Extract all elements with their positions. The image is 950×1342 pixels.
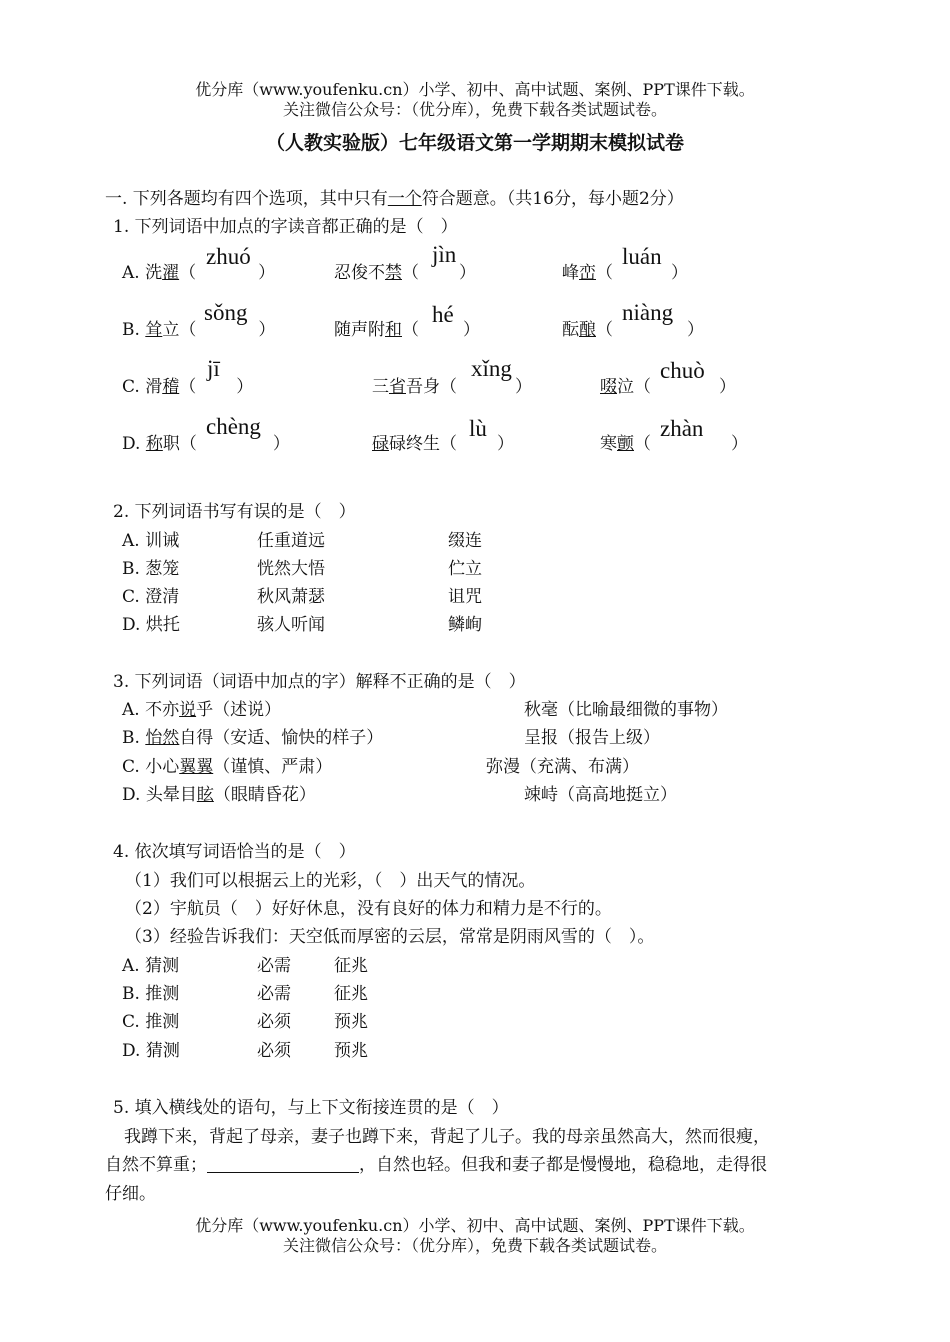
q1-option-b-item-3: 酝酿（ ） bbox=[562, 320, 704, 340]
q2-word: 诅咒 bbox=[448, 587, 482, 607]
q3-stem: 3. 下列词语（词语中加点的字）解释不正确的是（ ） bbox=[113, 672, 526, 692]
q2-word: 缀连 bbox=[448, 531, 482, 551]
q2-option-d: D. 烘托 bbox=[122, 615, 180, 635]
pinyin: jī bbox=[207, 356, 220, 381]
q1-option-d-item-3: 寒颤（ ） bbox=[600, 434, 748, 454]
q5-passage-line-1: 我蹲下来，背起了母亲，妻子也蹲下来，背起了儿子。我的母亲虽然高大，然而很瘦， bbox=[124, 1127, 770, 1147]
q1-option-a-item-2: 忍俊不禁（ ） bbox=[334, 263, 476, 283]
q4-word: 必须 bbox=[257, 1012, 291, 1032]
q5-stem: 5. 填入横线处的语句，与上下文衔接连贯的是（ ） bbox=[113, 1098, 509, 1118]
q1-option-a-item-3: 峰峦（ ） bbox=[562, 263, 688, 283]
q4-stem: 4. 依次填写词语恰当的是（ ） bbox=[113, 842, 356, 862]
pinyin: luán bbox=[622, 244, 662, 269]
page-title: （人教实验版）七年级语文第一学期期末模拟试卷 bbox=[265, 132, 684, 154]
q1-option-c-item-3: 啜泣（ ） bbox=[600, 377, 736, 397]
q2-word: 伫立 bbox=[448, 559, 482, 579]
pinyin: niàng bbox=[622, 300, 674, 325]
header-line-2: 关注微信公众号：（优分库），免费下载各类试题试卷。 bbox=[282, 100, 667, 119]
pinyin: zhàn bbox=[660, 416, 704, 441]
pinyin: chuò bbox=[660, 358, 705, 383]
q3-option-d-right: 竦峙（高高地挺立） bbox=[524, 785, 677, 805]
q3-option-c-right: 弥漫（充满、布满） bbox=[486, 757, 639, 777]
q3-option-d: D. 头晕目眩（眼睛昏花） bbox=[122, 785, 316, 805]
q4-word: 必需 bbox=[257, 956, 291, 976]
q4-word: 征兆 bbox=[334, 956, 368, 976]
q2-option-c: C. 澄清 bbox=[122, 587, 180, 607]
pinyin: zhuó bbox=[206, 244, 251, 269]
section-intro: 一. 下列各题均有四个选项，其中只有一个符合题意。（共16分，每小题2分） bbox=[105, 189, 684, 209]
q4-option-a: A. 猜测 bbox=[122, 956, 180, 976]
q2-word: 秋风萧瑟 bbox=[257, 587, 325, 607]
q4-sentence-2: （2）宇航员（ ）好好休息，没有良好的体力和精力是不行的。 bbox=[125, 899, 612, 919]
header-line-1: 优分库（www.youfenku.cn）小学、初中、高中试题、案例、PPT课件下载。 bbox=[195, 80, 755, 99]
q1-option-c-item-2: 三省吾身（ ） bbox=[372, 377, 532, 397]
q1-option-d-item-1: D. 称职（ ） bbox=[122, 434, 290, 454]
q4-sentence-3: （3）经验告诉我们：天空低而厚密的云层，常常是阴雨风雪的（ ）。 bbox=[125, 927, 655, 947]
q4-word: 预兆 bbox=[334, 1041, 368, 1061]
q4-word: 必须 bbox=[257, 1041, 291, 1061]
q2-word: 骇人听闻 bbox=[257, 615, 325, 635]
q5-answer-blank[interactable] bbox=[207, 1154, 359, 1173]
q5-passage-line-2: 自然不算重； ，自然也轻。但我和妻子都是慢慢地，稳稳地，走得很 bbox=[105, 1155, 767, 1175]
q4-option-b: B. 推测 bbox=[122, 984, 180, 1004]
q4-option-d: D. 猜测 bbox=[122, 1041, 180, 1061]
q2-word: 任重道远 bbox=[257, 531, 325, 551]
q2-option-b: B. 葱笼 bbox=[122, 559, 180, 579]
pinyin: sǒng bbox=[204, 300, 248, 325]
q4-sentence-1: （1）我们可以根据云上的光彩，（ ）出天气的情况。 bbox=[125, 871, 536, 891]
q3-option-b-right: 呈报（报告上级） bbox=[524, 728, 660, 748]
q2-option-a: A. 训诫 bbox=[122, 531, 180, 551]
q1-option-b-item-1: B. 耸立（ ） bbox=[122, 320, 276, 340]
q2-stem: 2. 下列词语书写有误的是（ ） bbox=[113, 502, 356, 522]
pinyin: hé bbox=[432, 302, 454, 327]
q3-option-a: A. 不亦说乎（述说） bbox=[122, 700, 282, 720]
q1-option-c-item-1: C. 滑稽（ ） bbox=[122, 377, 254, 397]
q4-option-c: C. 推测 bbox=[122, 1012, 180, 1032]
q2-word: 恍然大悟 bbox=[257, 559, 325, 579]
q1-option-a-item-1: A. 洗濯（ ） bbox=[122, 263, 276, 283]
q2-word: 鳞峋 bbox=[448, 615, 482, 635]
q1-stem: 1. 下列词语中加点的字读音都正确的是（ ） bbox=[113, 217, 458, 237]
q4-word: 必需 bbox=[257, 984, 291, 1004]
pinyin: lù bbox=[469, 416, 487, 441]
pinyin: xǐng bbox=[471, 356, 512, 381]
footer-line-2: 关注微信公众号：（优分库），免费下载各类试题试卷。 bbox=[282, 1236, 667, 1255]
pinyin: chèng bbox=[206, 414, 261, 439]
q5-passage-line-3: 仔细。 bbox=[105, 1184, 156, 1204]
q3-option-b: B. 怡然自得（安适、愉快的样子） bbox=[122, 728, 384, 748]
q4-word: 征兆 bbox=[334, 984, 368, 1004]
q4-word: 预兆 bbox=[334, 1012, 368, 1032]
q3-option-a-right: 秋毫（比喻最细微的事物） bbox=[524, 700, 728, 720]
pinyin: jìn bbox=[432, 242, 457, 267]
q1-option-b-item-2: 随声附和（ ） bbox=[334, 320, 480, 340]
footer-line-1: 优分库（www.youfenku.cn）小学、初中、高中试题、案例、PPT课件下载。 bbox=[195, 1216, 755, 1235]
q3-option-c: C. 小心翼翼（谨慎、严肃） bbox=[122, 757, 333, 777]
q1-option-d-item-2: 碌碌终生（ ） bbox=[372, 434, 514, 454]
